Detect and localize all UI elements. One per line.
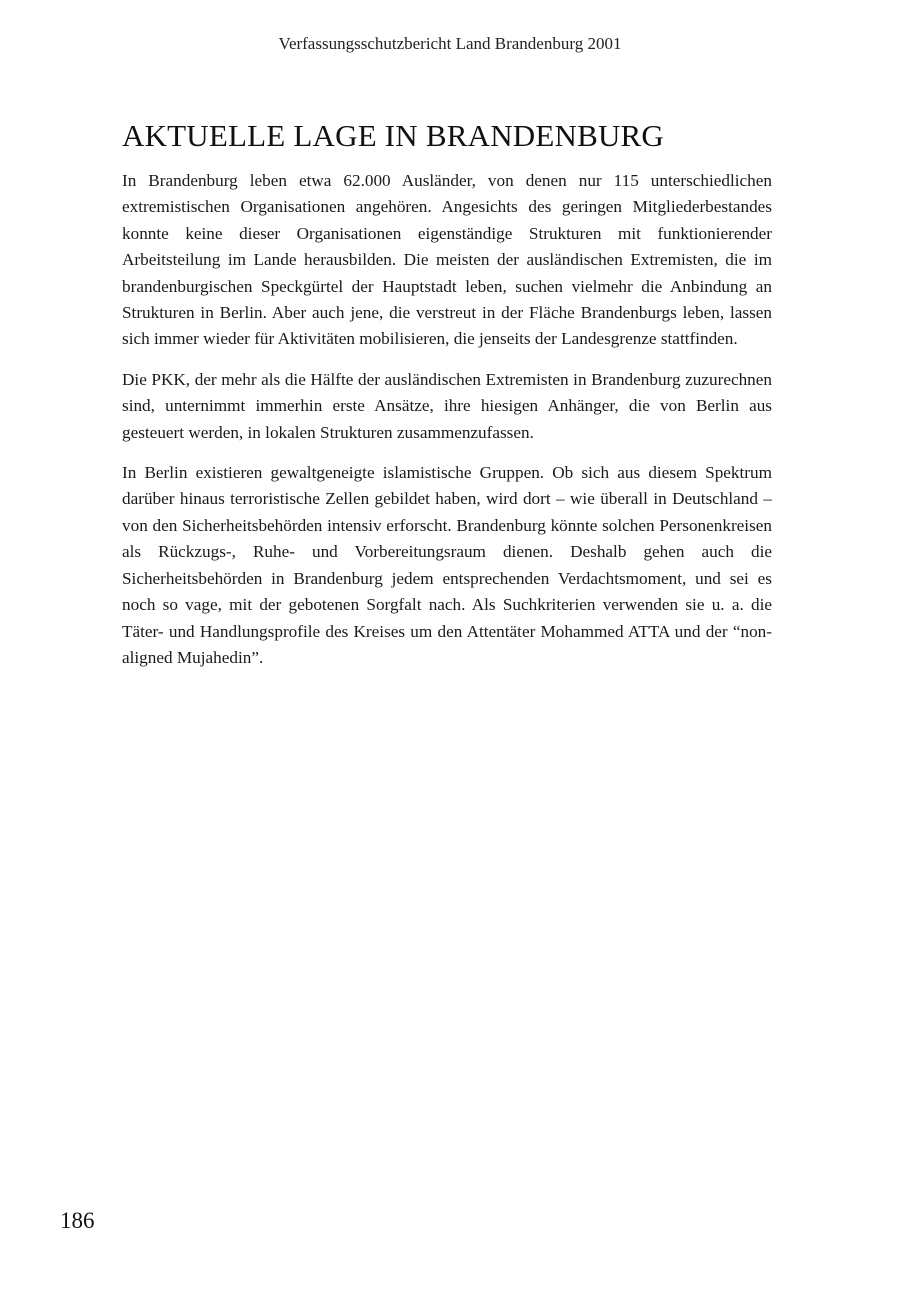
section-heading: AKTUELLE LAGE IN BRANDENBURG xyxy=(122,118,665,153)
page-number: 186 xyxy=(60,1208,95,1233)
running-header: Verfassungsschutzbericht Land Brandenburg 2001 xyxy=(278,34,622,53)
paragraph-1: In Brandenburg leben etwa 62.000 Ausländer, von denen nur 115 unterschiedlichen extremistischen Organisationen angehören. Angesichts des geringen Mitgliederbestandes konnte keine dieser Organisationen eigenständige Strukturen mit funktionierender Arbeitsteilung im Lande herausbilden. Die meisten der ausländischen Extremisten, die im brandenburgischen Speckgürtel der Hauptstadt leben, suchen vielmehr die Anbindung an Strukturen in Berlin. Aber auch jene, die verstreut in der Fläche Brandenburgs leben, lassen sich immer wieder für Aktivitäten mobilisieren, die jenseits der Landesgrenze stattfinden. xyxy=(122,171,772,349)
page-content xyxy=(122,118,772,685)
paragraph-2: Die PKK, der mehr als die Hälfte der ausländischen Extremisten in Brandenburg zuzurechnen sind, unternimmt immerhin erste Ansätze, ihre hiesigen Anhänger, die von Berlin aus gesteuert werden, in lokalen Strukturen zusammenzufassen. xyxy=(122,369,772,442)
paragraph-3: In Berlin existieren gewaltgeneigte islamistische Gruppen. Ob sich aus diesem Spektrum darüber hinaus terroristische Zellen gebildet haben, wird dort – wie überall in Deutschland – von den Sicherheitsbehörden intensiv erforscht. Brandenburg könnte solchen Personenkreisen als Rückzugs-, Ruhe- und Vorbereitungsraum dienen. Deshalb gehen auch die Sicherheitsbehörden in Brandenburg jedem entsprechenden Verdachtsmoment, und sei es noch so vage, mit der gebotenen Sorgfalt nach. Als Suchkriterien verwenden sie u. a. die Täter- und Handlungsprofile des Kreises um den Attentäter Mohammed ATTA und der “non-aligned Mujahedin”. xyxy=(122,463,772,667)
